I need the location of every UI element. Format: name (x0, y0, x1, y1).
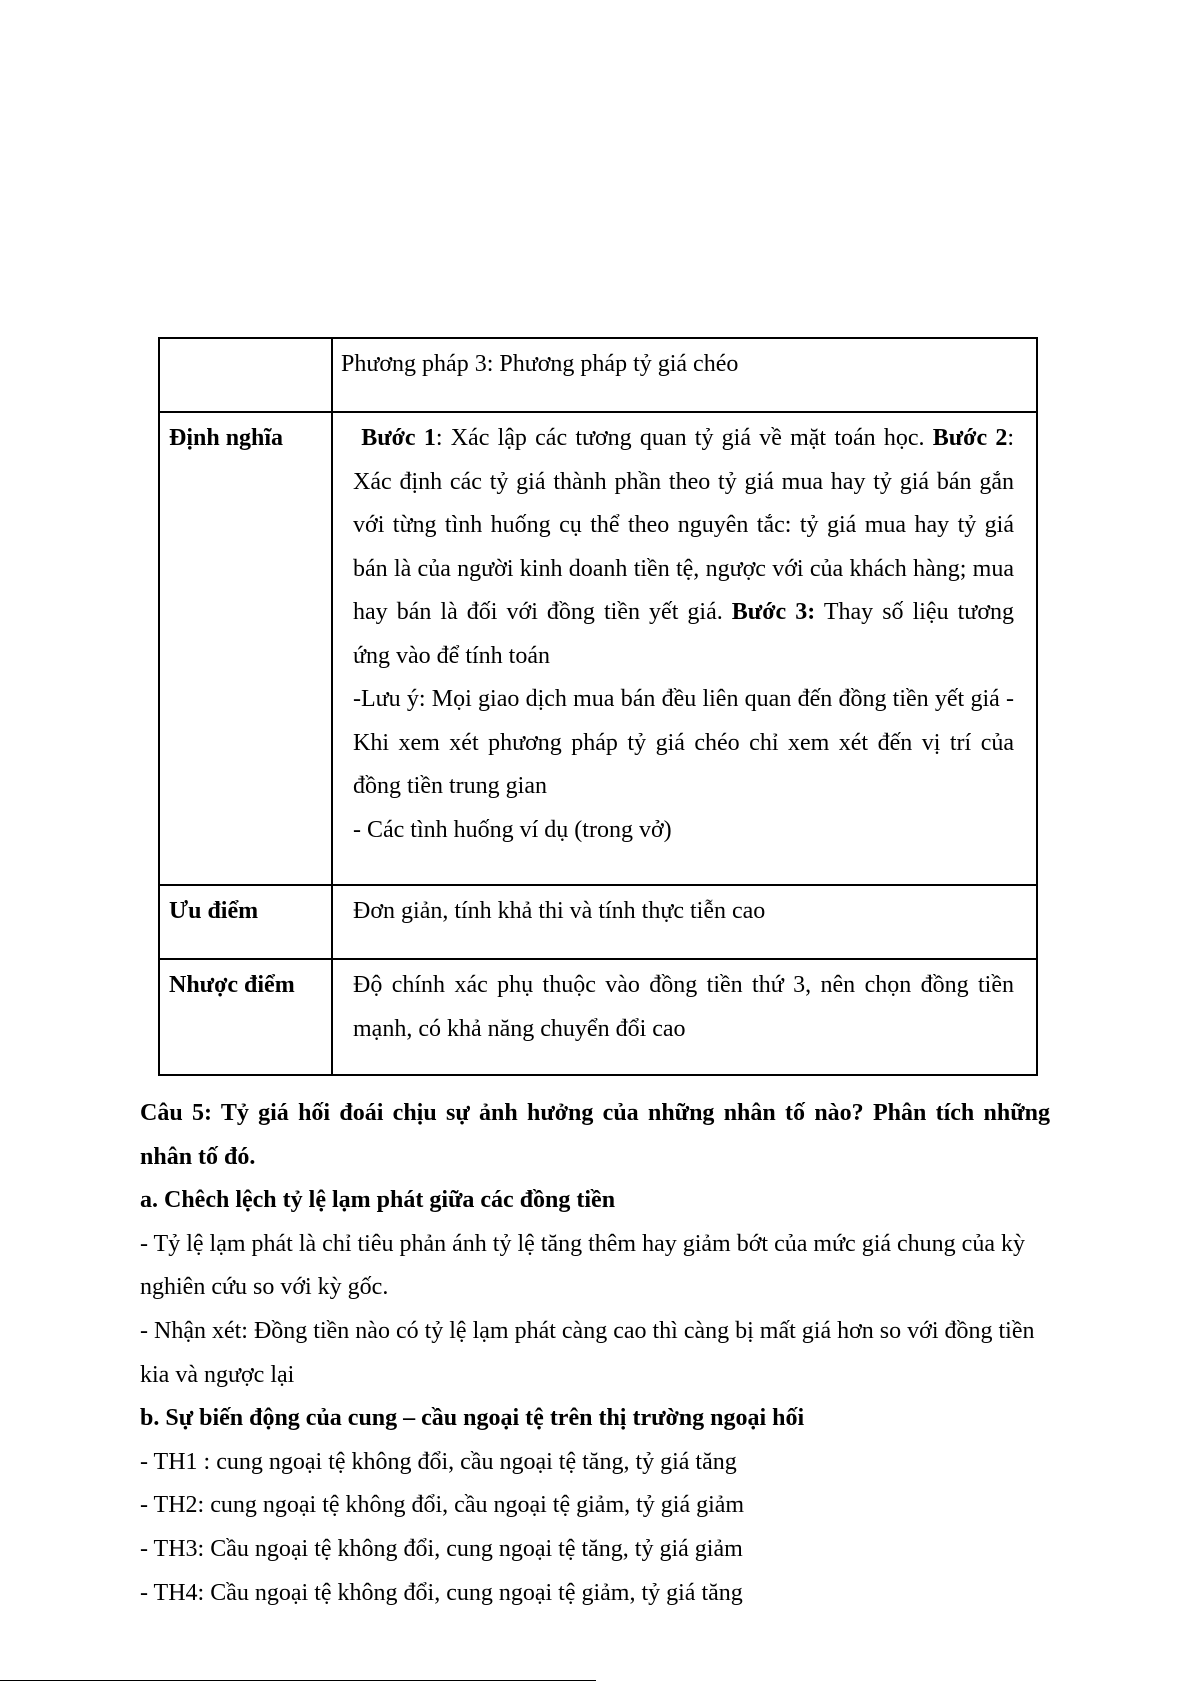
method-title-cell: Phương pháp 3: Phương pháp tỷ giá chéo (332, 338, 1037, 412)
disadvantage-cell: Độ chính xác phụ thuộc vào đồng tiền thứ 3, nên chọn đồng tiền mạnh, có khả năng chuyển đổi cao (332, 959, 1037, 1075)
definition-note: -Lưu ý: Mọi giao dịch mua bán đều liên quan đến đồng tiền yết giá -Khi xem xét phương pháp tỷ giá chéo chỉ xem xét đến vị trí của đồng tiền trung gian (353, 686, 1014, 799)
table-row (159, 885, 1037, 959)
question-section (140, 1092, 1050, 1615)
definition-steps (353, 417, 1014, 678)
section-b-line: - TH3: Cầu ngoại tệ không đổi, cung ngoại tệ tăng, tỷ giá giảm (140, 1535, 743, 1562)
step2-text: : Xác định các tỷ giá thành phần theo tỷ giá mua hay tỷ giá bán gắn với từng tình huống cụ thể theo nguyên tắc: tỷ giá mua hay tỷ giá bán là của người kinh doanh tiền tệ, ngược với của khách hàng; mua hay bán là đối với đồng tiền yết giá. (353, 425, 1015, 625)
table-row (159, 412, 1037, 885)
advantage-cell: Đơn giản, tính khả thi và tính thực tiễn cao (332, 885, 1037, 959)
section-b-line: - TH2: cung ngoại tệ không đổi, cầu ngoại tệ giảm, tỷ giá giảm (140, 1492, 745, 1519)
section-a-heading: a. Chêch lệch tỷ lệ lạm phát giữa các đồng tiền (140, 1187, 616, 1214)
definition-label: Định nghĩa (159, 412, 332, 885)
definition-examples: - Các tình huống ví dụ (trong vở) (353, 816, 672, 843)
question-title: Câu 5: Tỷ giá hối đoái chịu sự ảnh hưởng của những nhân tố nào? Phân tích những nhân tố đó. (140, 1100, 1050, 1170)
step3-text: Thay số liệu tương ứng vào để tính toán (353, 599, 1015, 669)
section-a-line: - Nhận xét: Đồng tiền nào có tỷ lệ lạm phát càng cao thì càng bị mất giá hơn so với đồng tiền kia và ngược lại (140, 1317, 1035, 1388)
table-corner-cell (159, 338, 332, 412)
method-table (158, 337, 1038, 1076)
footnote-divider (0, 1680, 596, 1681)
step3-label: Bước 3: (731, 599, 816, 625)
table-row (159, 338, 1037, 412)
definition-cell (332, 412, 1037, 885)
section-a-line: - Tỷ lệ lạm phát là chỉ tiêu phản ánh tỷ lệ tăng thêm hay giảm bớt của mức giá chung của kỳ nghiên cứu so với kỳ gốc. (140, 1230, 1025, 1301)
section-b-line: - TH4: Cầu ngoại tệ không đổi, cung ngoại tệ giảm, tỷ giá tăng (140, 1579, 743, 1606)
disadvantage-label: Nhược điểm (159, 959, 332, 1075)
step1-text: : Xác lập các tương quan tỷ giá về mặt toán học. (435, 425, 933, 451)
section-b-heading: b. Sự biến động của cung – cầu ngoại tệ trên thị trường ngoại hối (140, 1405, 805, 1432)
step1-label: Bước 1 (361, 425, 436, 451)
section-b-line: - TH1 : cung ngoại tệ không đổi, cầu ngoại tệ tăng, tỷ giá tăng (140, 1448, 737, 1475)
table-row (159, 959, 1037, 1075)
advantage-label: Ưu điểm (159, 885, 332, 959)
step2-label: Bước 2 (932, 425, 1008, 451)
